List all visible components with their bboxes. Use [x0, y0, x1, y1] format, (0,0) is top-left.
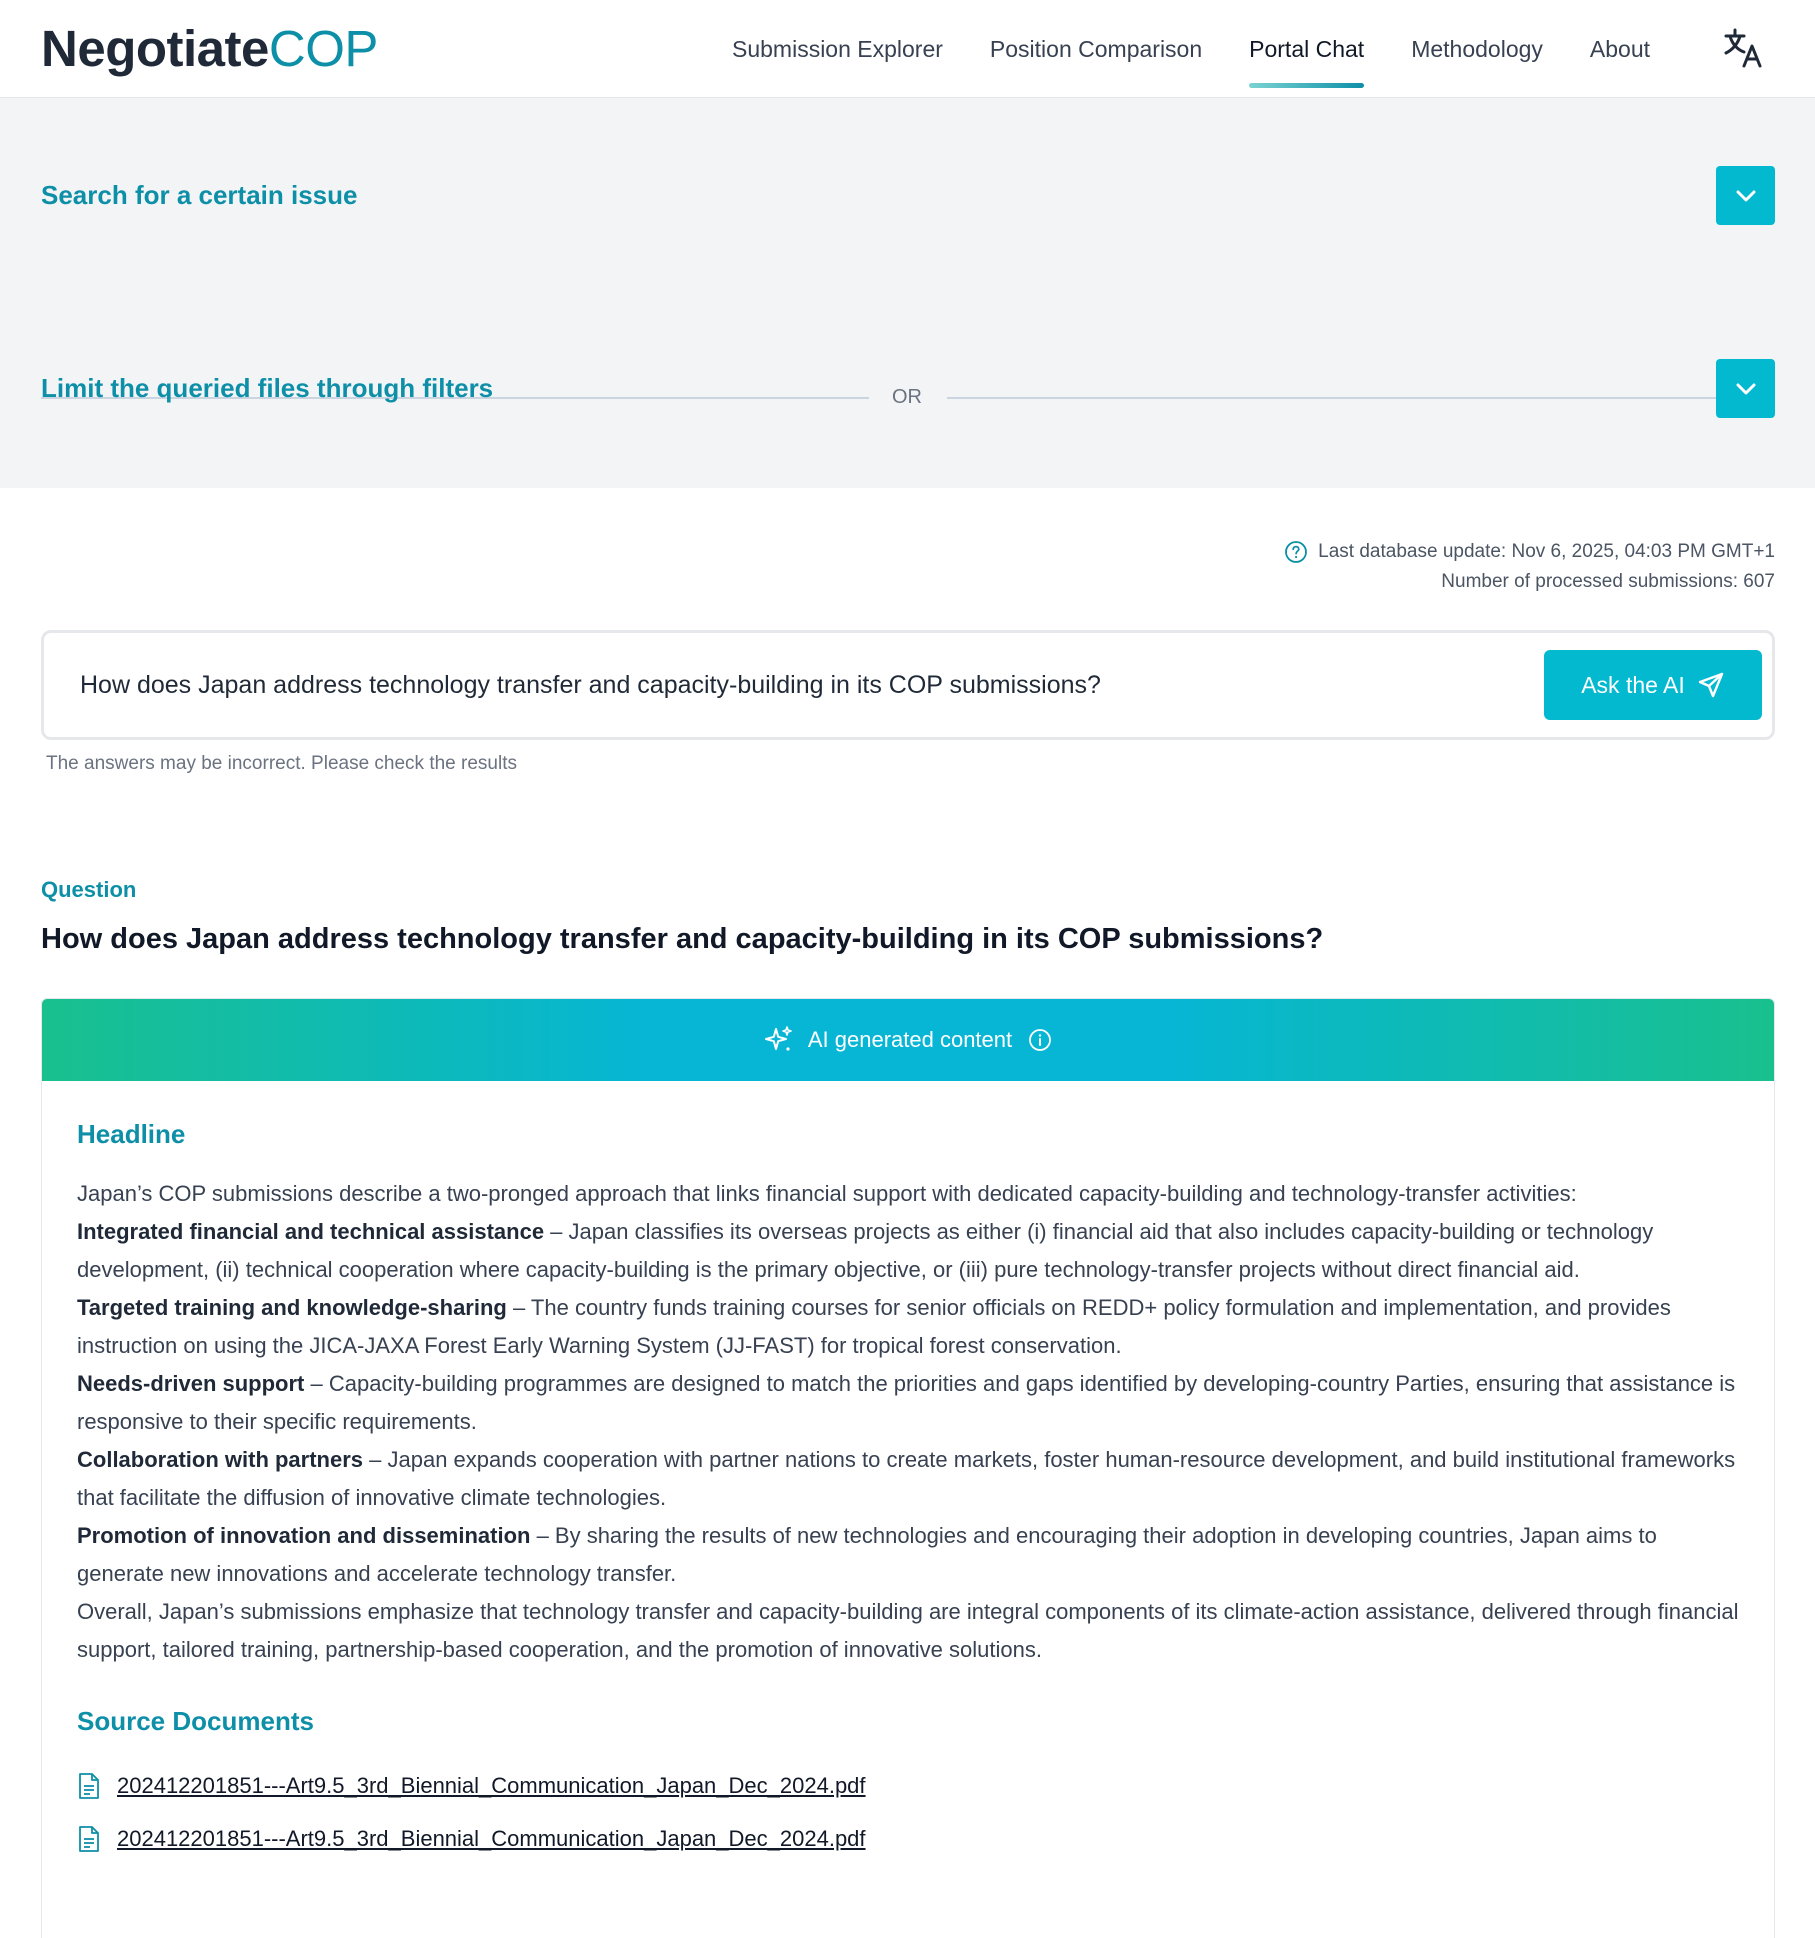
answer-point-text: – Japan classifies its overseas projects as either (i) financial aid that also includes capacity-building or technology development, (ii) technical cooperation where capacity-building is the primary objective, or (iii) pure technology-transfer projects without direct financial aid.	[77, 1219, 1654, 1282]
answer-text	[77, 1175, 1740, 1669]
filter-panel	[0, 98, 1815, 488]
source-document-link[interactable]: 202412201851---Art9.5_3rd_Biennial_Communication_Japan_Dec_2024.pdf	[117, 1825, 866, 1851]
logo[interactable]	[41, 20, 378, 77]
answer-point	[77, 1213, 1740, 1289]
chevron-down-icon	[1735, 189, 1757, 203]
main-nav	[732, 0, 1697, 98]
nav-methodology[interactable]: Methodology	[1411, 35, 1543, 62]
source-document-item	[77, 1759, 1740, 1812]
logo-part-2: COP	[268, 20, 378, 77]
info-icon[interactable]	[1028, 1028, 1052, 1052]
answer-point-title: Targeted training and knowledge-sharing	[77, 1295, 507, 1320]
answer-point-text: – The country funds training courses for senior officials on REDD+ policy formulation and implementation, and provides instruction on using the JICA-JAXA Forest Early Warning System (JJ-FAST) for tropical forest conservation.	[77, 1295, 1671, 1358]
answer-point-text: – By sharing the results of new technologies and encouraging their adoption in developing countries, Japan aims to generate new innovations and accelerate technology transfer.	[77, 1523, 1657, 1586]
or-label: OR	[892, 386, 922, 408]
logo-part-1: Negotiate	[41, 20, 269, 77]
last-update-text: Last database update: Nov 6, 2025, 04:03 PM GMT+1	[1318, 541, 1775, 562]
source-documents-list	[77, 1759, 1740, 1865]
question-text: How does Japan address technology transfer and capacity-building in its COP submissions?	[41, 923, 1324, 955]
source-document-item	[77, 1812, 1740, 1865]
nav-portal-chat[interactable]: Portal Chat	[1249, 0, 1364, 98]
ask-ai-label: Ask the AI	[1581, 671, 1685, 698]
translate-icon[interactable]	[1722, 26, 1766, 70]
ai-answer-body	[42, 1081, 1774, 1865]
headline-title: Headline	[77, 1119, 186, 1149]
nav-position-comparison[interactable]: Position Comparison	[989, 35, 1203, 62]
sparkle-icon	[764, 1025, 794, 1055]
source-document-link[interactable]: 202412201851---Art9.5_3rd_Biennial_Communication_Japan_Dec_2024.pdf	[117, 1772, 866, 1798]
ai-answer-card	[41, 998, 1775, 1938]
answer-point-title: Promotion of innovation and dissemination	[77, 1523, 531, 1548]
document-icon	[77, 1772, 101, 1800]
ask-ai-button[interactable]	[1544, 650, 1762, 720]
nav-about[interactable]: About	[1589, 35, 1651, 62]
disclaimer-text: The answers may be incorrect. Please check the results	[46, 753, 517, 774]
question-input[interactable]	[80, 655, 1520, 715]
send-icon	[1697, 671, 1725, 699]
nav-submission-explorer[interactable]: Submission Explorer	[732, 35, 943, 62]
search-issue-title[interactable]: Search for a certain issue	[41, 180, 358, 210]
question-label: Question	[41, 877, 137, 902]
ask-box	[41, 630, 1775, 740]
answer-point	[77, 1289, 1740, 1365]
ai-generated-label: AI generated content	[807, 1027, 1013, 1052]
ai-generated-banner	[42, 999, 1774, 1081]
answer-point	[77, 1365, 1740, 1441]
processed-count-text: Number of processed submissions: 607	[1441, 571, 1775, 592]
answer-point-title: Integrated financial and technical assistance	[77, 1219, 545, 1244]
limit-files-title[interactable]: Limit the queried files through filters	[41, 373, 494, 403]
divider-line-right	[947, 397, 1775, 399]
source-documents-title: Source Documents	[77, 1706, 314, 1736]
answer-intro: Japan’s COP submissions describe a two-pronged approach that links financial support with dedicated capacity-building and technology-transfer activities:	[77, 1181, 1577, 1206]
chevron-down-icon	[1735, 382, 1757, 396]
answer-point-text: – Japan expands cooperation with partner nations to create markets, foster human-resource development, and build institutional frameworks that facilitate the diffusion of innovative climate technologies.	[77, 1447, 1736, 1510]
answer-point-text: – Capacity-building programmes are designed to match the priorities and gaps identified by developing-country Parties, ensuring that assistance is responsive to their specific requirements.	[77, 1371, 1736, 1434]
top-header	[0, 0, 1815, 98]
answer-point-title: Needs-driven support	[77, 1371, 305, 1396]
answer-conclusion: Overall, Japan’s submissions emphasize that technology transfer and capacity-building are integral components of its climate-action assistance, delivered through financial support, tailored training, partnership-based cooperation, and the promotion of innovative solutions.	[77, 1599, 1739, 1662]
limit-files-toggle-button[interactable]	[1716, 359, 1775, 418]
answer-point	[77, 1517, 1740, 1593]
database-info	[1284, 537, 1775, 597]
search-issue-toggle-button[interactable]	[1716, 166, 1775, 225]
document-icon	[77, 1825, 101, 1853]
answer-point	[77, 1441, 1740, 1517]
help-icon[interactable]	[1284, 540, 1308, 564]
answer-point-title: Collaboration with partners	[77, 1447, 364, 1472]
